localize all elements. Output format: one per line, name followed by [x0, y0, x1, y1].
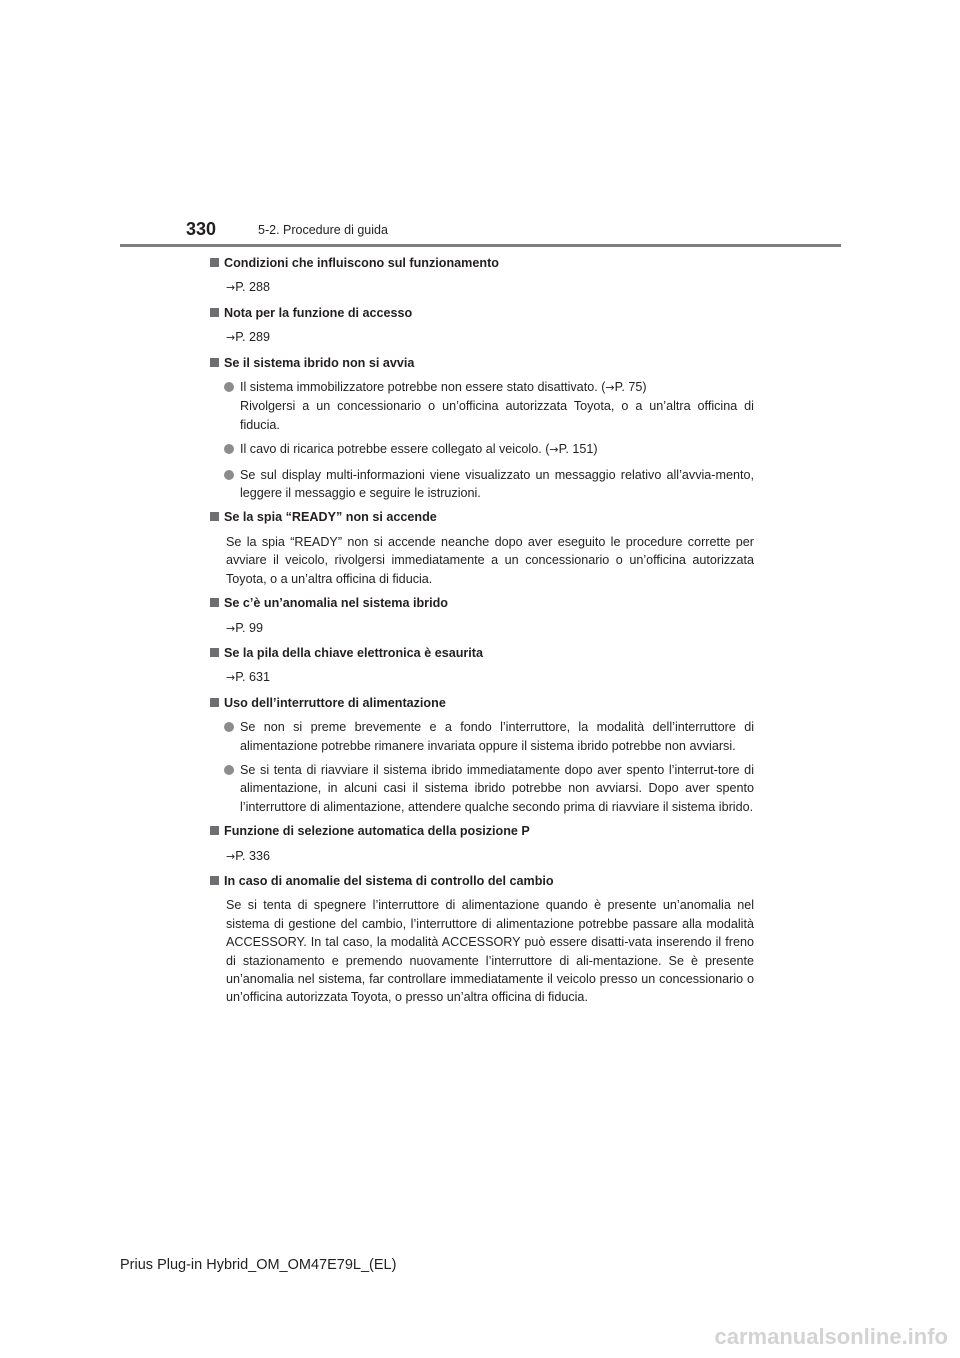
page-reference-link[interactable]: P. 75 — [614, 380, 643, 395]
round-bullet-icon — [224, 382, 234, 392]
section-paragraph: Se la spia “READY” non si accende neanche dopo aver eseguito le procedure corrette per avviare il veicolo, rivolgersi immediatamente a un concessionario o un’officina autorizzata Toyota, o a un’altra officina di fiducia. — [226, 534, 754, 586]
section-heading: In caso di anomalie del sistema di controllo del cambio — [210, 872, 754, 890]
page-reference-link[interactable]: P. 151 — [558, 442, 594, 457]
bullet-item: Il sistema immobilizzatore potrebbe non essere stato disattivato. (→P. 75) Rivolgersi a un concessionario o un’officina autorizzata Toyota, o a un’altra officina di fiducia. — [210, 378, 754, 434]
section-access-function-note — [210, 304, 754, 348]
round-bullet-icon — [224, 765, 234, 775]
section-heading: Se c’è un’anomalia nel sistema ibrido — [210, 594, 754, 612]
square-bullet-icon — [210, 258, 219, 267]
section-paragraph: Se si tenta di spegnere l’interruttore di alimentazione quando è presente un’anomalia nel sistema di gestione del cambio, l’interruttore di alimentazione potrebbe passare alla modalità ACCESSORY. In tal caso, la modalità ACCESSORY può essere disatti-vata inserendo il freno di stazionamento e premendo nuovamente l’interruttore di ali-mentazione. Se è presente un’anomalia nel sistema, far controllare immediatamente il veicolo presso un concessionario o un’officina autorizzata Toyota, o presso un’altra officina di fiducia. — [226, 898, 754, 1005]
page-reference-link[interactable]: →P. 336 — [226, 848, 271, 863]
arrow-right-icon: → — [226, 331, 236, 345]
document-footer: Prius Plug-in Hybrid_OM_OM47E79L_(EL) — [120, 1257, 397, 1273]
square-bullet-icon — [210, 826, 219, 835]
square-bullet-icon — [210, 512, 219, 521]
section-ready-light — [210, 508, 754, 588]
section-shift-control-malfunction — [210, 872, 754, 1007]
round-bullet-icon — [224, 444, 234, 454]
section-hybrid-not-starting — [210, 354, 754, 503]
round-bullet-icon — [224, 470, 234, 480]
page-reference-link[interactable]: →P. 289 — [226, 330, 271, 345]
arrow-right-icon: → — [226, 849, 236, 863]
section-operating-conditions — [210, 254, 754, 298]
bullet-item: Se si tenta di riavviare il sistema ibrido immediatamente dopo aver spento l’interrut-tore di alimentazione, in alcuni casi il sistema ibrido potrebbe non avviarsi. Dopo aver spento l’interruttore di alimentazione, attendere qualche secondo prima di riavviare il sistema ibrido. — [210, 761, 754, 816]
arrow-right-icon: → — [226, 281, 236, 295]
square-bullet-icon — [210, 698, 219, 707]
page-reference-link[interactable]: →P. 631 — [226, 670, 271, 685]
section-auto-p-position — [210, 822, 754, 866]
page-content — [210, 254, 754, 1013]
arrow-right-icon: → — [549, 443, 559, 457]
section-power-switch-use — [210, 694, 754, 816]
section-key-battery — [210, 644, 754, 688]
arrow-right-icon: → — [226, 671, 236, 685]
round-bullet-icon — [224, 722, 234, 732]
square-bullet-icon — [210, 308, 219, 317]
arrow-right-icon: → — [226, 621, 236, 635]
section-heading: Funzione di selezione automatica della posizione P — [210, 822, 754, 840]
section-heading: Nota per la funzione di accesso — [210, 304, 754, 322]
watermark: carmanualsonline.info — [714, 1324, 948, 1349]
section-heading: Uso dell’interruttore di alimentazione — [210, 694, 754, 712]
page-reference-link[interactable]: →P. 288 — [226, 280, 271, 295]
page-number: 330 — [186, 219, 217, 239]
square-bullet-icon — [210, 648, 219, 657]
section-heading: Se la spia “READY” non si accende — [210, 508, 754, 526]
section-heading: Se il sistema ibrido non si avvia — [210, 354, 754, 372]
section-heading: Se la pila della chiave elettronica è esaurita — [210, 644, 754, 662]
header-divider — [120, 244, 841, 247]
section-title: 5-2. Procedure di guida — [258, 223, 388, 237]
section-hybrid-malfunction — [210, 594, 754, 638]
square-bullet-icon — [210, 358, 219, 367]
bullet-item: Se sul display multi-informazioni viene visualizzato un messaggio relativo all’avvia-mento, leggere il messaggio e seguire le istruzioni. — [210, 466, 754, 503]
square-bullet-icon — [210, 598, 219, 607]
section-heading: Condizioni che influiscono sul funzionamento — [210, 254, 754, 272]
bullet-item: Se non si preme brevemente e a fondo l’interruttore, la modalità dell’interruttore di alimentazione potrebbe rimanere invariata oppure il sistema ibrido potrebbe non avviarsi. — [210, 718, 754, 755]
page-reference-link[interactable]: →P. 99 — [226, 620, 264, 635]
square-bullet-icon — [210, 876, 219, 885]
arrow-right-icon: → — [605, 381, 615, 395]
bullet-item: Il cavo di ricarica potrebbe essere collegato al veicolo. (→P. 151) — [210, 440, 754, 459]
